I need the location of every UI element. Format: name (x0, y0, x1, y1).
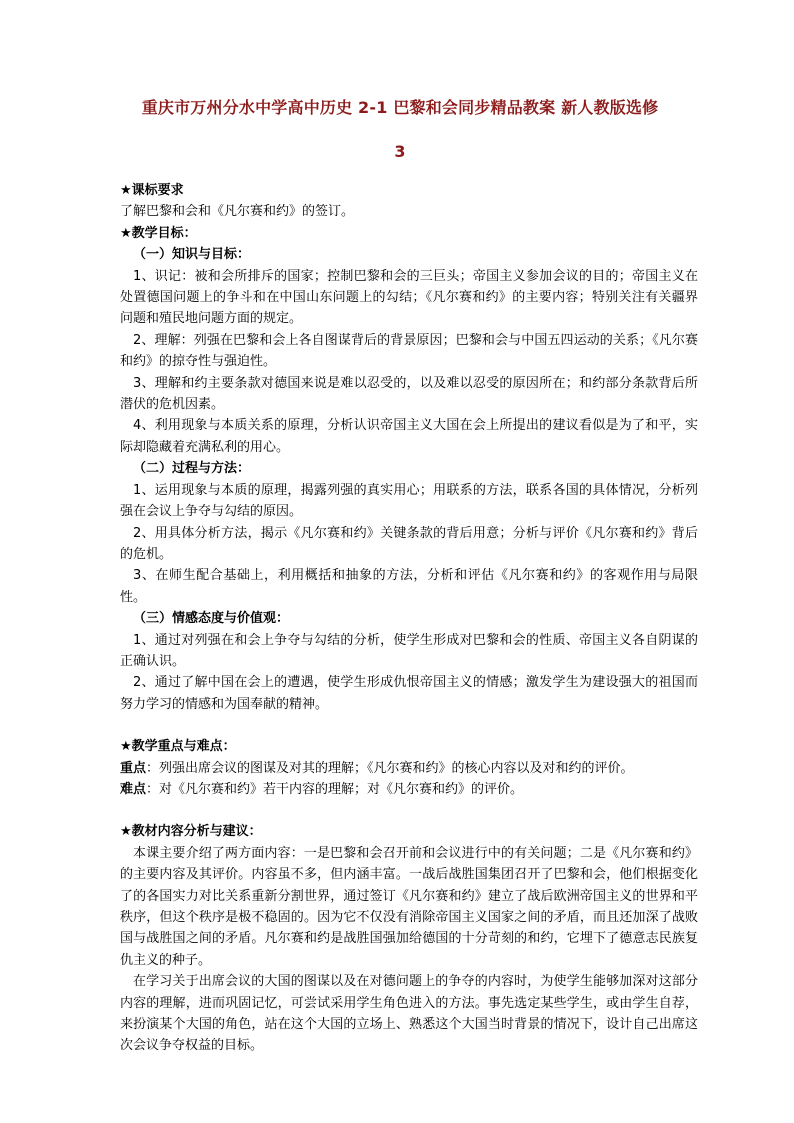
analysis-heading: ★教材内容分析与建议： (120, 824, 262, 840)
goal1-heading: （一）知识与目标： (133, 247, 251, 263)
analysis-paragraph: 在学习关于出席会议的大国的图谋以及在对德问题上的争夺的内容时，为使学生能够加深对这部分内容的理解，进而巩固记忆，可尝试采用学生角色进入的方法。事先选定某些学生，或由学生自荐，来扮演某个大国的角色，站在这个大国的立场上、熟悉这个大国当时背景的情况下，设计自己出席这次会议争夺权益的目标。 (120, 974, 698, 1054)
goal1-item: 4、利用现象与本质关系的原理，分析认识帝国主义大国在会上所提出的建议看似是为了和平，实际却隐藏着充满私利的用心。 (120, 418, 698, 455)
document-body (120, 180, 698, 1057)
key-point-label: 重点 (120, 760, 147, 776)
spacer (120, 715, 698, 736)
analysis-paragraph: 本课主要介绍了两方面内容：一是巴黎和会召开前和会议进行中的有关问题；二是《凡尔赛和约》的主要内容及其评价。内容虽不多，但内涵丰富。一战后战胜国集团召开了巴黎和会，他们根据变化了的各国实力对比关系重新分割世界，通过签订《凡尔赛和约》建立了战后欧洲帝国主义的世界和平秩序，但这个秩序是极不稳固的。因为它不仅没有消除帝国主义国家之间的矛盾，而且还加深了战败国与战胜国之间的矛盾。凡尔赛和约是战胜国强加给德国的十分苛刻的和约，它埋下了德意志民族复仇主义的种子。 (120, 845, 698, 968)
goal2-heading: （二）过程与方法： (133, 461, 251, 477)
goal1-item: 1、识记：被和会所排斥的国家；控制巴黎和会的三巨头；帝国主义参加会议的目的；帝国主义在处置德国问题上的争斗和在中国山东问题上的勾结；《凡尔赛和约》的主要内容；特别关注有关疆界问题和殖民地问题方面的规定。 (120, 268, 698, 327)
goals-heading: ★教学目标： (120, 225, 197, 241)
title-line-1: 重庆市万州分水中学高中历史 2-1 巴黎和会同步精品教案 新人教版选修 (141, 98, 659, 117)
key-point (120, 758, 698, 779)
difficult-point-text: ：对《凡尔赛和约》若干内容的理解；对《凡尔赛和约》的评价。 (146, 781, 524, 797)
spacer (120, 800, 698, 821)
goal3-item: 2、通过了解中国在会上的遭遇，使学生形成仇恨帝国主义的情感；激发学生为建设强大的祖国而努力学习的情感和为国奉献的精神。 (120, 675, 698, 712)
goal2-item: 3、在师生配合基础上，利用概括和抽象的方法，分析和评估《凡尔赛和约》的客观作用与局限性。 (120, 568, 698, 605)
goal1-item: 2、理解：列强在巴黎和会上各自图谋背后的背景原因；巴黎和会与中国五四运动的关系；《凡尔赛和约》的掠夺性与强迫性。 (120, 332, 698, 370)
goal2-item: 2、用具体分析方法，揭示《凡尔赛和约》关键条款的背后用意；分析与评价《凡尔赛和约》背后的危机。 (120, 525, 698, 562)
document-title (100, 86, 700, 174)
difficult-point (120, 779, 698, 800)
difficult-point-label: 难点 (120, 781, 147, 797)
keypoints-heading: ★教学重点与难点： (120, 739, 236, 755)
goal3-heading: （三）情感态度与价值观： (133, 611, 290, 627)
goal2-item: 1、运用现象与本质的原理，揭露列强的真实用心；用联系的方法，联系各国的具体情况，分析列强在会议上争夺与勾结的原因。 (120, 482, 698, 520)
goal1-item: 3、理解和约主要条款对德国来说是难以忍受的，以及难以忍受的原因所在；和约部分条款背后所潜伏的危机因素。 (120, 375, 698, 413)
title-line-2: 3 (394, 142, 406, 161)
goal3-item: 1、通过对列强在和会上争夺与勾结的分析，使学生形成对巴黎和会的性质、帝国主义各自阴谋的正确认识。 (120, 632, 698, 669)
requirement-heading: ★课标要求 (120, 183, 184, 198)
requirement-text: 了解巴黎和会和《凡尔赛和约》的签订。 (120, 204, 355, 220)
key-point-text: ：列强出席会议的图谋及对其的理解；《凡尔赛和约》的核心内容以及对和约的评价。 (146, 760, 634, 776)
